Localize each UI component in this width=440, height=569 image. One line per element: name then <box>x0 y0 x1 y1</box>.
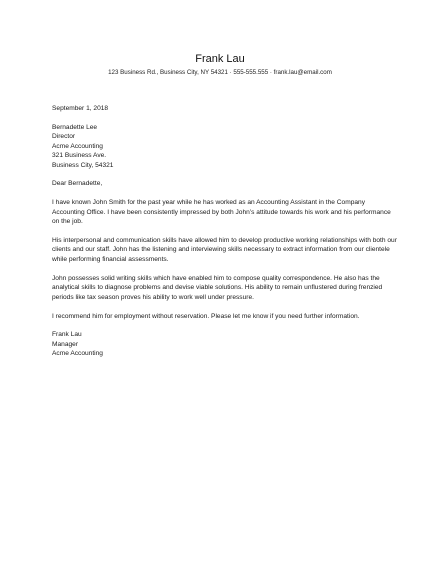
recipient-company: Acme Accounting <box>52 142 103 150</box>
signature-block <box>52 330 397 358</box>
letter-date: September 1, 2018 <box>52 105 109 112</box>
paragraph-4: I recommend him for employment without reservation. Please let me know if you need further information. <box>52 312 360 320</box>
recipient-title: Director <box>52 133 76 141</box>
letter-body <box>52 104 397 359</box>
sender-name: Frank Lau <box>195 53 245 65</box>
signature-company: Acme Accounting <box>52 350 103 358</box>
signature-title: Manager <box>52 340 79 348</box>
recipient-city: Business City, 54321 <box>52 161 114 169</box>
paragraph-2: His interpersonal and communication skills have allowed him to develop productive working relationships with both our clients and our staff. John has the listening and interviewing skills necessary to extract information from our clientele while performing financial assessments. <box>52 237 397 263</box>
recipient-block <box>52 123 397 170</box>
sender-contact-line: 123 Business Rd., Business City, NY 54321 · 555-555.555 · frank.lau@email.com <box>108 69 332 76</box>
paragraph-1: I have known John Smith for the past year while he has worked as an Accounting Assistant in the Company Accounting Office. I have been consistently impressed by both John’s attitude towards his work and his performance on the job. <box>52 199 391 226</box>
signature-name: Frank Lau <box>52 331 82 339</box>
letterhead <box>0 52 440 77</box>
recipient-name: Bernadette Lee <box>52 123 98 131</box>
recipient-street: 321 Business Ave. <box>52 152 107 160</box>
salutation: Dear Bernadette, <box>52 180 103 188</box>
paragraph-3: John possesses solid writing skills which have enabled him to compose quality correspondence. He also has the analytical skills to diagnose problems and devise viable solutions. His ability to remain unflustered during frenzied periods like tax season proves his ability to work well under pressure. <box>52 274 383 301</box>
